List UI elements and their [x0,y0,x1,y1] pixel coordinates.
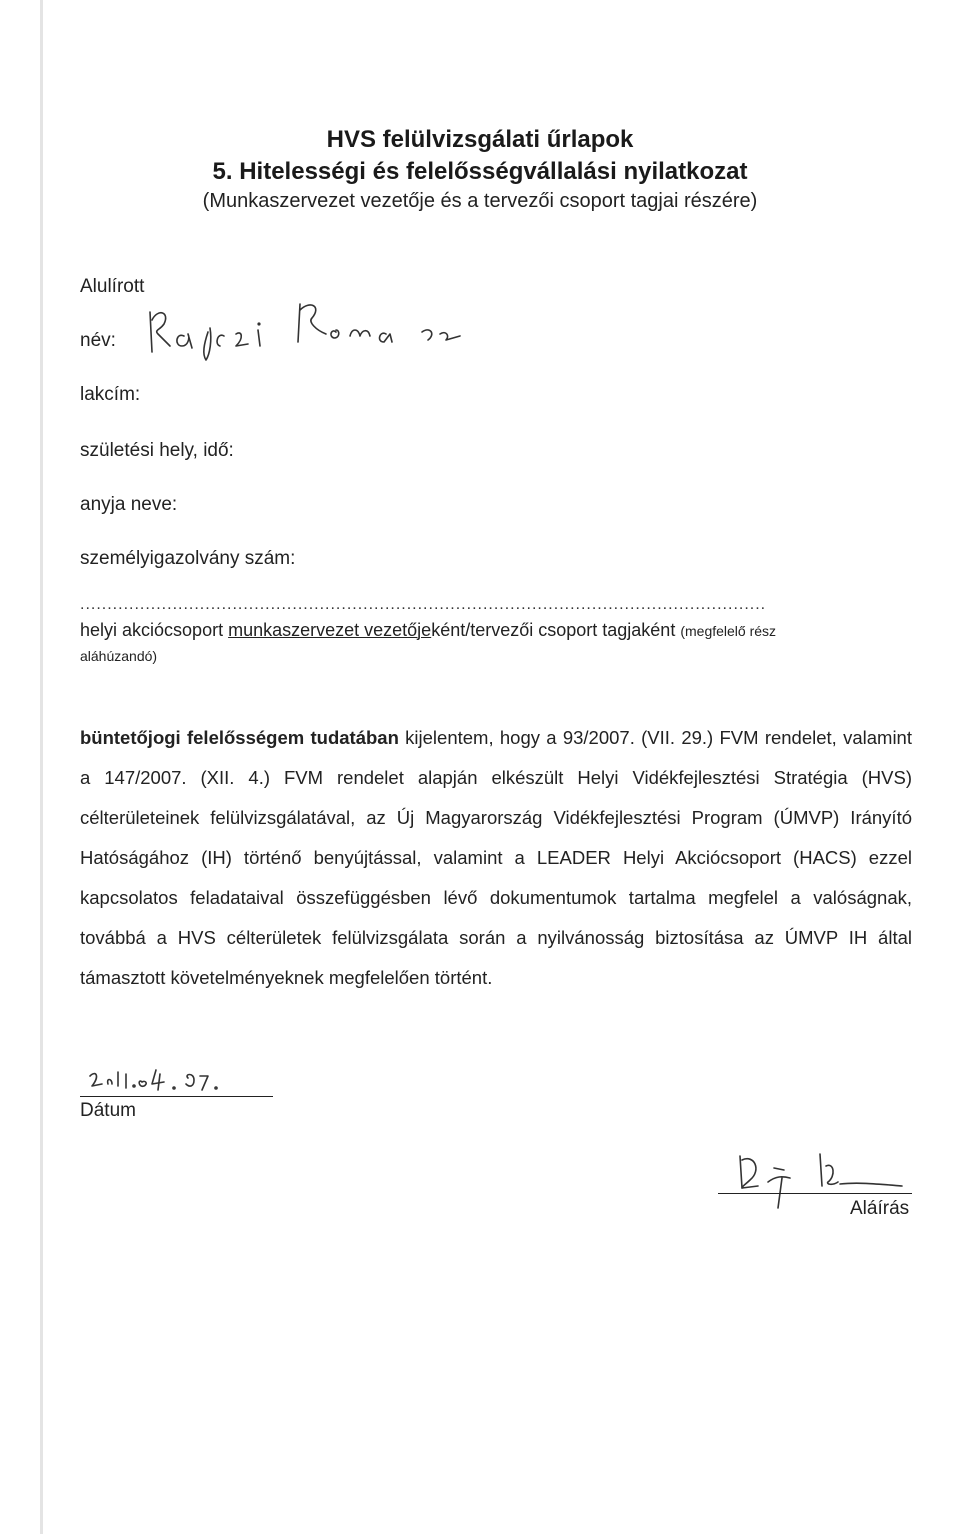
intro-label: Alulírott [80,276,145,297]
signature-line [718,1193,912,1194]
address-label: lakcím: [80,384,141,405]
role-text-before: helyi akciócsoport [80,620,229,640]
role-selection [80,618,920,668]
id-number-label: személyigazolvány szám: [80,548,296,569]
declaration-paragraph [80,718,912,998]
role-text-after: ként/tervezői csoport tagjaként [431,620,681,640]
scan-margin-line [40,0,43,1534]
page-title: 5. Hitelességi és felelősségvállalási nyilatkozat [212,158,748,185]
role-underlined: munkaszervezet vezetője [228,620,432,640]
page-subtitle: (Munkaszervezet vezetője és a tervezői csoport tagjai részére) [202,190,758,212]
name-label: név: [80,330,116,351]
date-label: Dátum [80,1100,136,1121]
role-hint-continued: aláhúzandó) [80,648,158,664]
form-series-title: HVS felülvizsgálati űrlapok [326,126,634,153]
signature-label: Aláírás [850,1198,910,1219]
handwritten-date [84,1062,234,1098]
handwritten-name [140,290,480,370]
role-hint: (megfelelő rész [680,623,777,639]
dotted-fill-line: .............................................................................................................................. [80,596,767,613]
declaration-bold: büntetőjogi felelősségem tudatában [80,727,399,748]
declaration-text: kijelentem, hogy a 93/2007. (VII. 29.) FVM rendelet, valamint a 147/2007. (XII. 4.) FVM rendelet alapján elkészült Helyi Vidékfejlesztési Stratégia (HVS) célterületeinek felülvizsgálatával, az Új Magyarország Vidékfejlesztési Program (ÚMVP) Irányító Hatóságához (IH) történő benyújtással, valamint a LEADER Helyi Akciócsoport (HACS) ezzel kapcsolatos feladataival összefüggésben lévő dokumentumok tartalma megfelel a valóságnak, továbbá a HVS célterületek felülvizsgálata során a nyilvánosság biztosítása az ÚMVP IH által támasztott követelményeknek megfelelően történt. [80,727,912,988]
date-line [80,1096,273,1097]
mother-name-label: anyja neve: [80,494,178,515]
birth-label: születési hely, idő: [80,440,234,461]
